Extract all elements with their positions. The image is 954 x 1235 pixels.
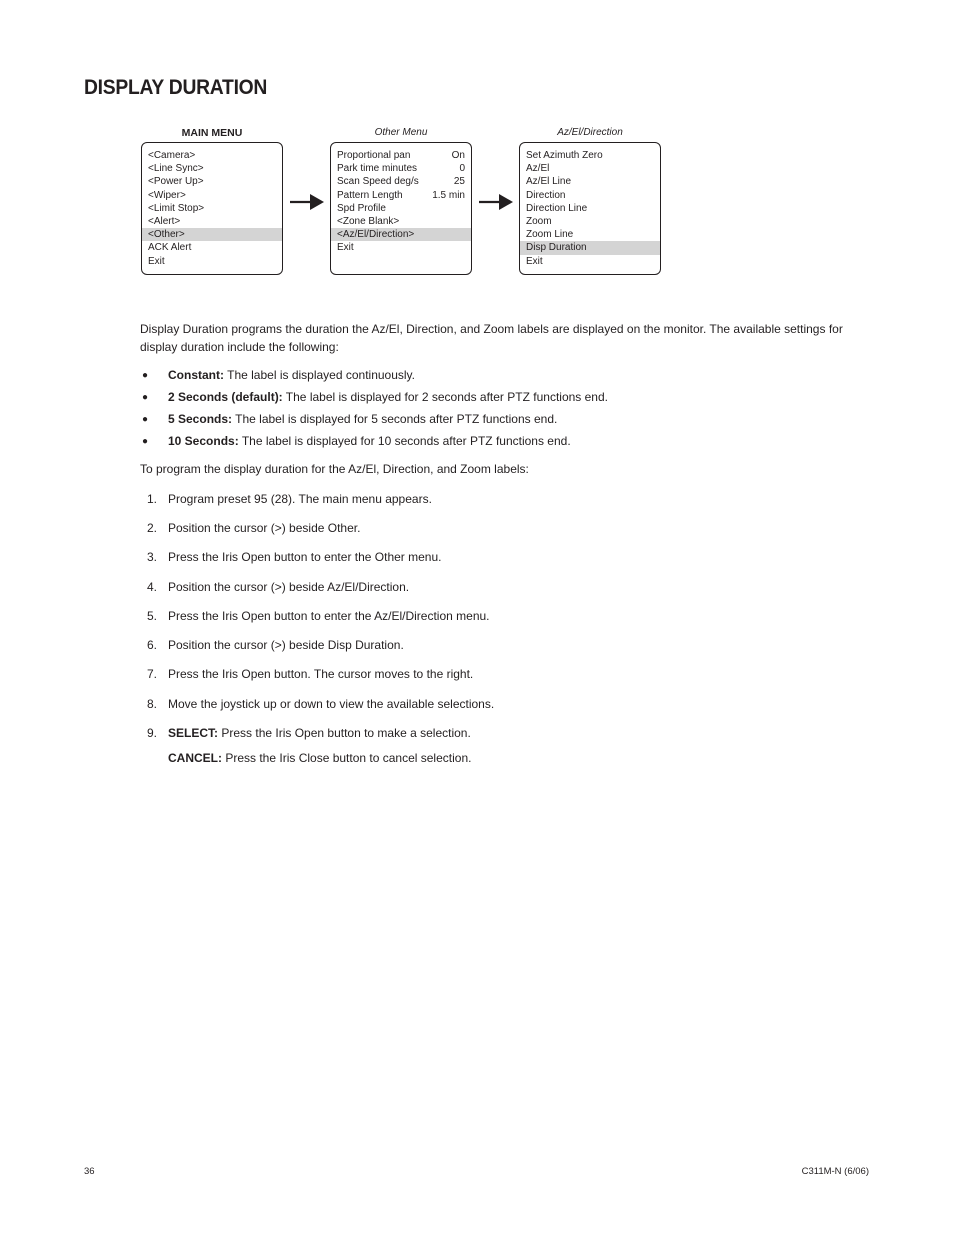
list-item — [140, 367, 870, 389]
main-menu-item — [142, 162, 282, 175]
azel-menu-item — [520, 175, 660, 188]
step-text: Position the cursor (>) beside Az/El/Direction. — [168, 580, 410, 594]
main-menu-item-label: <Other> — [148, 229, 185, 241]
setting-term: 10 Seconds: — [168, 434, 239, 448]
other-menu-item-value: 0 — [459, 163, 465, 175]
other-menu-item-label: Park time minutes — [337, 163, 418, 175]
main-menu-item — [142, 175, 282, 188]
page-title: DISPLAY DURATION — [84, 76, 268, 99]
main-menu-item — [142, 189, 282, 202]
step-number: 4. — [147, 580, 158, 594]
step-text: Position the cursor (>) beside Other. — [168, 521, 361, 535]
setting-desc: The label is displayed for 5 seconds after PTZ functions end. — [232, 412, 558, 426]
step-text: Press the Iris Open button to enter the Az/El/Direction menu. — [168, 609, 490, 623]
main-menu-box — [141, 142, 283, 275]
main-menu-item-label: <Limit Stop> — [148, 202, 205, 214]
procedure-intro: To program the display duration for the Az/El, Direction, and Zoom labels: — [140, 462, 529, 476]
step-number: 1. — [147, 492, 158, 506]
step-number: 6. — [147, 638, 158, 652]
azel-menu-item-label: Zoom Line — [526, 229, 574, 241]
other-menu-item-label: Exit — [337, 242, 354, 254]
setting-term: 5 Seconds: — [168, 412, 233, 426]
main-menu-item-label: <Wiper> — [148, 189, 186, 201]
step-number: 2. — [147, 521, 158, 535]
azel-menu-item-highlighted — [520, 241, 660, 254]
main-menu-item — [142, 202, 282, 215]
azel-menu-item-label: Disp Duration — [526, 242, 587, 254]
other-menu-item-label: Pattern Length — [337, 189, 403, 201]
other-menu-item-label: Spd Profile — [337, 202, 386, 214]
azel-menu-item — [520, 228, 660, 241]
step-item — [140, 549, 441, 565]
main-menu-item-label: <Line Sync> — [148, 163, 204, 175]
azel-menu-item — [520, 255, 660, 268]
azel-menu-box — [519, 142, 661, 275]
step-item — [140, 725, 471, 741]
azel-menu-item-label: Az/El — [526, 163, 550, 175]
main-menu-item-label: <Camera> — [148, 150, 196, 161]
other-menu-item-label: <Zone Blank> — [337, 215, 400, 227]
step-text: Press the Iris Open button to enter the Other menu. — [168, 550, 442, 564]
other-menu-item — [331, 149, 471, 162]
azel-menu-item-label: Exit — [526, 255, 543, 267]
right-arrow-icon — [290, 193, 324, 211]
step-item — [140, 637, 404, 653]
cancel-keyword: CANCEL: — [168, 751, 222, 765]
step-number: 8. — [147, 697, 158, 711]
main-menu-item — [142, 241, 282, 254]
document-id: C311M-N (6/06) — [801, 1166, 869, 1177]
main-menu-item — [142, 149, 282, 162]
cancel-text: Press the Iris Close button to cancel selection. — [222, 751, 472, 765]
azel-menu-item-label: Az/El Line — [526, 176, 572, 188]
other-menu-caption: Other Menu — [374, 127, 428, 138]
main-menu-caption: MAIN MENU — [181, 127, 243, 139]
other-menu-item-value: 25 — [453, 176, 465, 188]
azel-menu-caption: Az/El/Direction — [557, 127, 623, 138]
azel-menu-item — [520, 215, 660, 228]
bullet-icon: ● — [142, 392, 149, 403]
setting-term: Constant: — [168, 368, 224, 382]
setting-desc: The label is displayed for 2 seconds after PTZ functions end. — [282, 390, 608, 404]
step-number: 5. — [147, 609, 158, 623]
step-item — [140, 696, 494, 712]
azel-menu-item-label: Direction — [526, 189, 566, 201]
settings-list — [140, 367, 870, 455]
other-menu-item — [331, 215, 471, 228]
list-item — [140, 433, 870, 455]
main-menu-item-label: <Alert> — [148, 215, 181, 227]
bullet-icon: ● — [142, 414, 149, 425]
azel-menu-item — [520, 189, 660, 202]
other-menu-item-value: 1.5 min — [432, 189, 465, 201]
step-text: Move the joystick up or down to view the available selections. — [168, 697, 495, 711]
main-menu-item-label: Exit — [148, 255, 165, 267]
setting-desc: The label is displayed continuously. — [224, 368, 416, 382]
main-menu-item — [142, 255, 282, 268]
main-menu-item-highlighted — [142, 228, 282, 241]
main-menu-item-label: <Power Up> — [148, 176, 204, 188]
azel-menu-item-label: Set Azimuth Zero — [526, 150, 603, 161]
step-number: 7. — [147, 667, 158, 681]
page-number: 36 — [84, 1166, 95, 1177]
list-item — [140, 411, 870, 433]
right-arrow-icon — [479, 193, 513, 211]
step-text: Program preset 95 (28). The main menu appears. — [168, 492, 432, 506]
step-text: Press the Iris Open button. The cursor moves to the right. — [168, 667, 474, 681]
main-menu-item-label: ACK Alert — [148, 242, 192, 254]
other-menu-item — [331, 189, 471, 202]
list-item — [140, 389, 870, 411]
other-menu-item-label: Scan Speed deg/s — [337, 176, 419, 188]
other-menu-item — [331, 175, 471, 188]
step-number: 3. — [147, 550, 158, 564]
step-number: 9. — [147, 726, 158, 740]
other-menu-item-highlighted — [331, 228, 471, 241]
other-menu-box — [330, 142, 472, 275]
cancel-note — [168, 750, 471, 766]
step-keyword: SELECT: — [168, 726, 219, 740]
other-menu-item-label: Proportional pan — [337, 150, 411, 161]
step-item — [140, 666, 473, 682]
intro-paragraph: Display Duration programs the duration the Az/El, Direction, and Zoom labels are displayed on the monitor. The available settings for display duration include the following: — [140, 322, 843, 354]
other-menu-item — [331, 241, 471, 254]
step-item — [140, 520, 360, 536]
main-menu-item — [142, 215, 282, 228]
step-item — [140, 579, 409, 595]
setting-desc: The label is displayed for 10 seconds after PTZ functions end. — [238, 434, 571, 448]
azel-menu-item — [520, 162, 660, 175]
azel-menu-item — [520, 149, 660, 162]
other-menu-item-value: On — [451, 150, 465, 161]
step-text: Press the Iris Open button to make a selection. — [218, 726, 471, 740]
other-menu-item-label: <Az/El/Direction> — [337, 229, 415, 241]
step-item — [140, 491, 432, 507]
setting-term: 2 Seconds (default): — [168, 390, 283, 404]
bullet-icon: ● — [142, 436, 149, 447]
step-item — [140, 608, 490, 624]
azel-menu-item — [520, 202, 660, 215]
other-menu-item — [331, 202, 471, 215]
other-menu-item — [331, 162, 471, 175]
azel-menu-item-label: Direction Line — [526, 202, 588, 214]
azel-menu-item-label: Zoom — [526, 215, 552, 227]
bullet-icon: ● — [142, 370, 149, 381]
step-text: Position the cursor (>) beside Disp Duration. — [168, 638, 404, 652]
